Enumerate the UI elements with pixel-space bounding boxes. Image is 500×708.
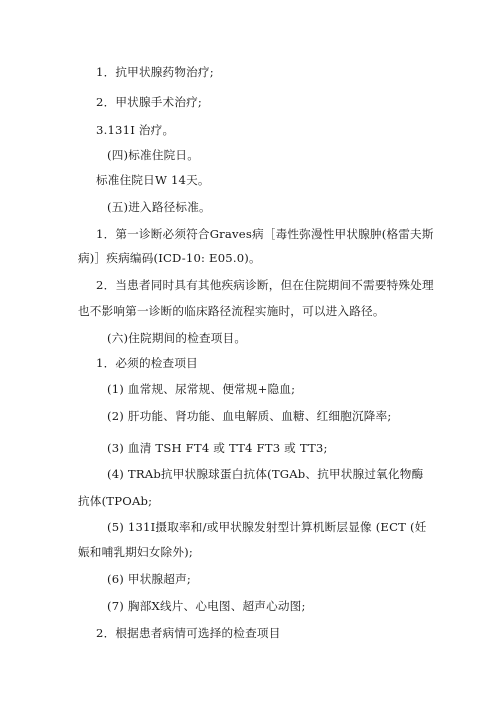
line-entry-criteria-1a: 1．第一诊断必须符合Graves病［毒性弥漫性甲状腺肿(格雷夫斯 bbox=[96, 227, 434, 241]
section-heading-6: (六)住院期间的检查项目。 bbox=[107, 331, 247, 345]
line-therapy-131i: 3.131I 治疗。 bbox=[96, 123, 175, 137]
line-item-1: (1) 血常规、尿常规、便常规+隐血; bbox=[107, 382, 296, 396]
line-entry-criteria-2a: 2．当患者同时具有其他疾病诊断，但在住院期间不需要特殊处理 bbox=[96, 278, 434, 292]
line-item-2: (2) 肝功能、肾功能、血电解质、血糖、红细胞沉降率; bbox=[107, 409, 392, 423]
line-therapy-drug: 1．抗甲状腺药物治疗; bbox=[96, 65, 214, 79]
line-therapy-surgery: 2．甲状腺手术治疗; bbox=[96, 95, 203, 109]
line-item-4b: 抗体(TPOAb; bbox=[78, 494, 153, 508]
line-standard-stay: 标准住院日W 14天。 bbox=[96, 173, 210, 187]
line-entry-criteria-1b: 病)］疾病编码(ICD-10: E05.0)。 bbox=[78, 251, 261, 265]
line-item-5a: (5) 131I摄取率和/或甲状腺发射型计算机断层显像 (ECT (妊 bbox=[107, 520, 427, 534]
line-item-7: (7) 胸部X线片、心电图、超声心动图; bbox=[107, 599, 306, 613]
line-required-items: 1．必须的检查项目 bbox=[96, 356, 198, 370]
line-item-4a: (4) TRAb抗甲状腺球蛋白抗体(TGAb、抗甲状腺过氧化物酶 bbox=[107, 467, 424, 481]
line-item-6: (6) 甲状腺超声; bbox=[107, 572, 191, 586]
line-item-5b: 娠和哺乳期妇女除外); bbox=[78, 545, 193, 559]
section-heading-5: (五)进入路径标准。 bbox=[107, 200, 211, 214]
line-entry-criteria-2b: 也不影响第一诊断的临床路径流程实施时，可以进入路径。 bbox=[78, 304, 385, 318]
line-item-3: (3) 血清 TSH FT4 或 TT4 FT3 或 TT3; bbox=[107, 441, 328, 455]
section-heading-4: (四)标准住院日。 bbox=[107, 148, 200, 162]
line-optional-items: 2．根据患者病情可选择的检查项目 bbox=[96, 626, 281, 640]
